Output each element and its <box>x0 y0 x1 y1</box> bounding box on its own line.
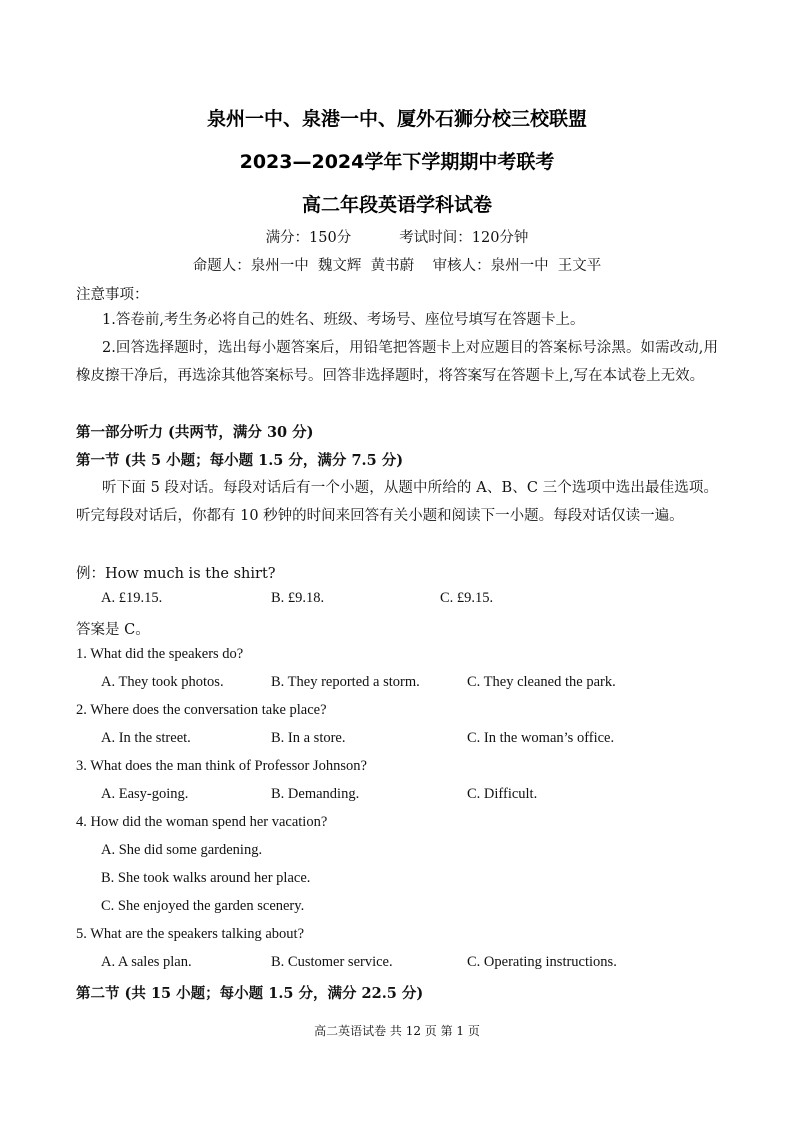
question-2-option-b: B. In a store. <box>271 730 346 746</box>
section2-heading: 第二节 (共 15 小题；每小题 1.5 分，满分 22.5 分) <box>76 985 424 1002</box>
question-4-option-c: C. She enjoyed the garden scenery. <box>101 898 305 914</box>
question-4-option-b: B. She took walks around her place. <box>101 870 311 886</box>
question-4-option-a: A. She did some gardening. <box>101 842 263 858</box>
question-3-option-c: C. Difficult. <box>467 786 538 802</box>
question-2: 2. Where does the conversation take place? <box>76 702 327 718</box>
section1-instructions: 听下面 5 段对话。每段对话后有一个小题，从题中所给的 A、B、C 三个选项中选出最佳选项。听完每段对话后，你都有 10 秒钟的时间来回答有关小题和阅读下一小题。每段对话仅读一遍。 <box>76 480 718 524</box>
exam-title-term: 2023—2024学年下学期期中考联考 <box>239 151 555 173</box>
example-option-b: B. £9.18. <box>271 590 325 606</box>
question-1-option-c: C. They cleaned the park. <box>467 674 616 690</box>
note-item-1: 1.答卷前,考生务必将自己的姓名、班级、考场号、座位号填写在答题卡上。 <box>102 312 585 328</box>
question-5-option-c: C. Operating instructions. <box>467 954 617 970</box>
page-footer: 高二英语试卷 共 12 页 第 1 页 <box>314 1024 480 1038</box>
part1-heading: 第一部分听力 (共两节，满分 30 分) <box>76 424 314 441</box>
question-3-option-b: B. Demanding. <box>271 786 360 802</box>
example-option-a: A. £19.15. <box>101 590 163 606</box>
full-score: 满分：150分 <box>265 230 352 246</box>
question-4: 4. How did the woman spend her vacation? <box>76 814 328 830</box>
example-answer: 答案是 C。 <box>76 622 150 638</box>
question-1: 1. What did the speakers do? <box>76 646 244 662</box>
question-5-option-a: A. A sales plan. <box>101 954 192 970</box>
exam-time: 考试时间：120分钟 <box>399 230 529 246</box>
authors-line: 命题人：泉州一中 魏文辉 黄书蔚 审核人：泉州一中 王文平 <box>192 258 602 274</box>
exam-title-subject: 高二年段英语学科试卷 <box>301 194 492 216</box>
question-5-option-b: B. Customer service. <box>271 954 393 970</box>
score-time-line <box>0 226 794 247</box>
question-1-option-a: A. They took photos. <box>101 674 224 690</box>
example-question: 例：How much is the shirt? <box>76 566 276 582</box>
question-3: 3. What does the man think of Professor Johnson? <box>76 758 367 774</box>
question-5: 5. What are the speakers talking about? <box>76 926 305 942</box>
note-item-2: 2.回答选择题时，选出每小题答案后，用铅笔把答题卡上对应题目的答案标号涂黑。如需改动,用橡皮擦干净后，再选涂其他答案标号。回答非选择题时，将答案写在答题卡上,写在本试卷上无效。 <box>76 340 718 384</box>
question-1-option-b: B. They reported a storm. <box>271 674 420 690</box>
exam-title-schools: 泉州一中、泉港一中、厦外石狮分校三校联盟 <box>206 108 587 130</box>
question-2-option-a: A. In the street. <box>101 730 191 746</box>
notes-heading: 注意事项： <box>76 287 149 303</box>
question-3-option-a: A. Easy-going. <box>101 786 189 802</box>
example-option-c: C. £9.15. <box>440 590 494 606</box>
question-2-option-c: C. In the woman’s office. <box>467 730 615 746</box>
section1-heading: 第一节 (共 5 小题；每小题 1.5 分，满分 7.5 分) <box>76 452 404 469</box>
